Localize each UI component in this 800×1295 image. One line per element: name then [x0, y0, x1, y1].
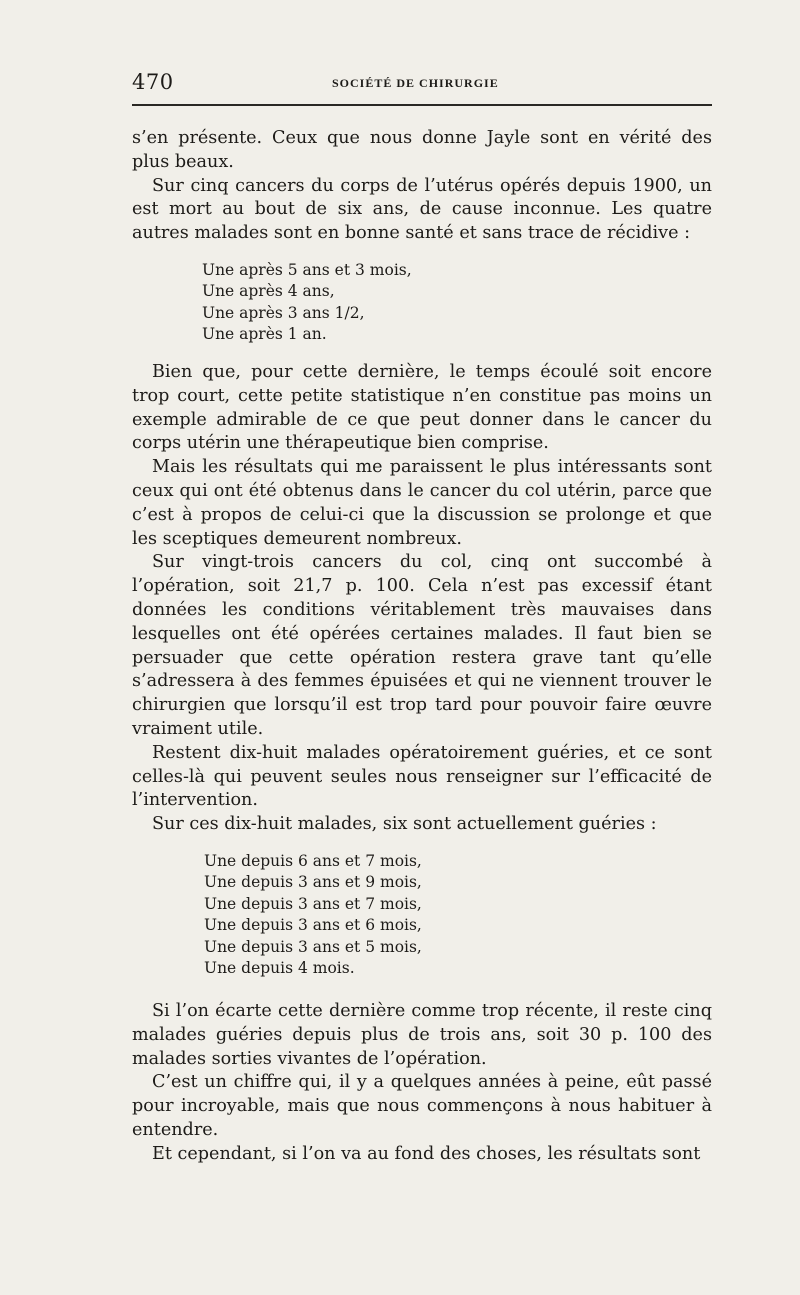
paragraph: C’est un chiffre qui, il y a quelques années à peine, eût passé pour incroyable, mais que nous commençons à nous habituer à entendre.: [132, 1072, 712, 1140]
list-item: Une depuis 3 ans et 5 mois,: [204, 937, 422, 956]
list-item: Une depuis 3 ans et 7 mois,: [204, 894, 422, 913]
list-item: Une après 5 ans et 3 mois,: [202, 260, 412, 279]
list-item: Une après 1 an.: [202, 325, 327, 344]
list-item: Une après 4 ans,: [202, 282, 335, 301]
paragraph: Bien que, pour cette dernière, le temps écoulé soit encore trop court, cette petite statistique n’en constitue pas moins un exemple admirable de ce que peut donner dans le cancer du corps utérin une thérapeutique bien comprise.: [132, 361, 712, 454]
page-number: 470: [132, 70, 174, 94]
paragraph: Sur cinq cancers du corps de l’utérus opérés depuis 1900, un est mort au bout de six ans, de cause inconnue. Les quatre autres malades sont en bonne santé et sans trace de récidive :: [132, 175, 712, 244]
paragraph: Sur vingt-trois cancers du col, cinq ont succombé à l’opération, soit 21,7 p. 100. Cela n’est pas excessif étant données les conditions véritablement très mauvaises dans lesquelles ont été opérées certaines malades. Il faut bien se persuader que cette opération restera grave tant qu’elle s’adressera à des femmes épuisées et qui ne viennent trouver le chirurgien que lorsqu’il est trop tard pour pouvoir faire œuvre vraiment utile.: [132, 552, 712, 739]
paragraph: Restent dix-huit malades opératoirement guéries, et ce sont celles-là qui peuvent seules nous renseigner sur l’efficacité de l’intervention.: [132, 742, 712, 811]
col-cancer-list: [132, 851, 712, 980]
list-item: Une depuis 3 ans et 6 mois,: [204, 916, 422, 935]
running-title: SOCIÉTÉ DE CHIRURGIE: [332, 76, 499, 90]
paragraph: Si l’on écarte cette dernière comme trop récente, il reste cinq malades guéries depuis plus de trois ans, soit 30 p. 100 des malades sorties vivantes de l’opération.: [132, 1000, 712, 1069]
paragraph: Mais les résultats qui me paraissent le plus intéressants sont ceux qui ont été obtenus dans le cancer du col utérin, parce que c’est à propos de celui-ci que la discussion se prolonge et que les sceptiques demeurent nombreux.: [132, 457, 712, 549]
page-header: [132, 70, 712, 100]
list-item: Une depuis 3 ans et 9 mois,: [204, 873, 422, 892]
list-item: Une depuis 6 ans et 7 mois,: [204, 851, 422, 870]
list-item: Une après 3 ans 1/2,: [202, 303, 365, 322]
main-text: [132, 127, 712, 1167]
paragraph: Et cependant, si l’on va au fond des choses, les résultats sont: [152, 1143, 701, 1164]
list-item: Une depuis 4 mois.: [204, 959, 355, 978]
paragraph: s’en présente. Ceux que nous donne Jayle sont en vérité des plus beaux.: [132, 128, 712, 172]
paragraph: Sur ces dix-huit malades, six sont actuellement guéries :: [152, 814, 657, 835]
corps-cancer-list: [132, 260, 712, 346]
header-rule: [132, 104, 712, 106]
